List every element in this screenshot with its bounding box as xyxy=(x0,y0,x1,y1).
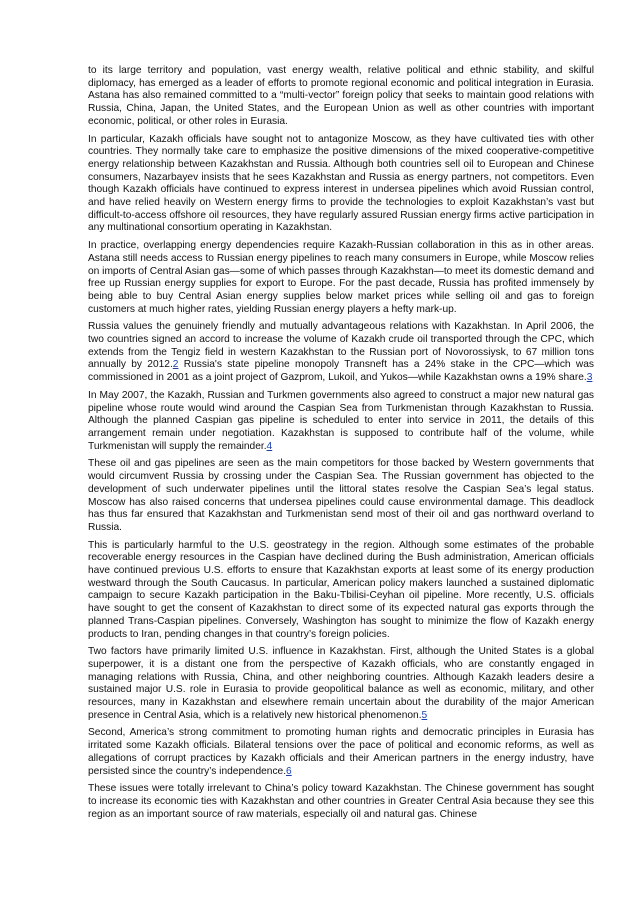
paragraph-text: Second, America’s strong commitment to promoting human rights and democratic principles in Eurasia has irritated some Kazakh officials. Bilateral tensions over the pace of political and economic reforms, as well as allegations of corrupt practices by Kazakh officials and their American partners in the energy industry, have persisted since the country’s independence. xyxy=(88,727,594,777)
footnote-link[interactable]: 4 xyxy=(266,440,273,452)
footnote-link[interactable]: 2 xyxy=(172,359,179,371)
paragraph xyxy=(88,458,594,534)
footnote-link[interactable]: 5 xyxy=(421,709,428,721)
paragraph xyxy=(88,540,594,642)
paragraph-text: These issues were totally irrelevant to China’s policy toward Kazakhstan. The Chinese government has sought to increase its economic ties with Kazakhstan and other countries in Greater Central Asia because they see this region as an important source of raw materials, especially oil and natural gas. Chinese xyxy=(88,783,594,820)
document-body xyxy=(88,65,594,826)
footnote-link[interactable]: 6 xyxy=(286,765,292,777)
paragraph-text: This is particularly harmful to the U.S. geostrategy in the region. Although some estimates of the probable recoverable energy resources in the Caspian have declined during the Bush administration, American officials have continued previous U.S. efforts to ensure that Kazakhstan exports at least some of its energy production westward through the South Caucasus. In particular, American policy makers launched a sustained diplomatic campaign to secure Kazakh participation in the Baku-Tbilisi-Ceyhan oil pipeline. More recently, U.S. officials have sought to get the consent of Kazakhstan to direct some of its expected natural gas exports through the planned Trans-Caspian pipelines. Conversely, Washington has sought to minimize the flow of Kazakh energy products to Iran, pending changes in that country’s foreign policies. xyxy=(88,539,594,640)
paragraph-text: In particular, Kazakh officials have sought not to antagonize Moscow, as they have cultivated ties with other countries. They normally take care to emphasize the positive dimensions of the mixed cooperative-competitive energy relationship between Kazakhstan and Russia. Although both countries sell oil to European and Chinese consumers, Nazarbayev insists that he sees Kazakhstan and Russia as energy partners, not competitors. Even though Kazakh officials have continued to express interest in undersea pipelines which avoid Russian control, and have relied heavily on Western energy firms to provide the technologies to exploit Kazakhstan’s vast but difficult-to-access offshore oil resources, they have regularly assured Russian energy firms active participation in any multinational consortium operating in Kazakhstan. xyxy=(88,133,594,234)
paragraph-text: Russia's state pipeline monopoly Transneft has a 24% stake in the CPC—which was commissioned in 2001 as a joint project of Gazprom, Lukoil, and Yukos—while Kazakhstan owns a 19% share. xyxy=(88,359,594,384)
footnote-link[interactable]: 3 xyxy=(586,372,593,384)
paragraph-text: In practice, overlapping energy dependencies require Kazakh-Russian collaboration in this as in other areas. Astana still needs access to Russian energy pipelines to reach many consumers in Europe, while Moscow relies on imports of Central Asian gas—some of which passes through Kazakhstan—to meet its domestic demand and free up Russian energy supplies for export to Europe. For the past decade, Russia has profited immensely by being able to buy Central Asian energy supplies below market prices while selling oil and gas to foreign customers at much higher rates, yielding Russian energy players a hefty mark-up. xyxy=(88,240,594,315)
paragraph xyxy=(88,321,594,385)
paragraph xyxy=(88,240,594,316)
paragraph xyxy=(88,646,594,722)
paragraph xyxy=(88,65,594,129)
paragraph xyxy=(88,783,594,821)
paragraph-text: Russia values the genuinely friendly and mutually advantageous relations with Kazakhstan. In April 2006, the two countries signed an accord to increase the volume of Kazakh crude oil transported through the CPC, which extends from the Tengiz field in western Kazakhstan to the Russian port of Novorossiysk, to 67 million tons annually by 2012. xyxy=(88,321,594,371)
paragraph xyxy=(88,134,594,236)
paragraph xyxy=(88,727,594,778)
paragraph xyxy=(88,390,594,454)
paragraph-text: Two factors have primarily limited U.S. influence in Kazakhstan. First, although the United States is a global superpower, it is a distant one from the perspective of Kazakh officials, who are constantly engaged in managing relations with Russia, China, and other neighboring countries. Although Kazakh leaders desire a sustained major U.S. role in Eurasia to provide geopolitical balance as well as economic, military, and other resources, many in Kazakhstan and elsewhere remain uncertain about the durability of the major American presence in Central Asia, which is a relatively new historical phenomenon. xyxy=(88,646,594,721)
paragraph-text: These oil and gas pipelines are seen as the main competitors for those backed by Western governments that would circumvent Russia by crossing under the Caspian Sea. The Russian government has objected to the development of such underwater pipelines until the littoral states resolve the Caspian Sea’s legal status. Moscow has also raised concerns that undersea pipelines could cause environmental damage. This deadlock has thus far ensured that Kazakhstan and Turkmenistan send most of their oil and gas northward overland to Russia. xyxy=(88,458,594,533)
paragraph-text: to its large territory and population, vast energy wealth, relative political and ethnic stability, and skilful diplomacy, has emerged as a leader of efforts to promote regional economic and political integration in Eurasia. Astana has also remained committed to a “multi-vector” foreign policy that seeks to maintain good relations with Russia, China, Japan, the United States, and the European Union as well as other countries with important economic, political, or other roles in Eurasia. xyxy=(88,65,594,127)
paragraph-text: In May 2007, the Kazakh, Russian and Turkmen governments also agreed to construct a major new natural gas pipeline whose route would wind around the Caspian Sea from Turkmenistan through Kazakhstan to Russia. Although the planned Caspian gas pipeline is scheduled to enter into service in 2011, the details of this arrangement remain under negotiation. Kazakhstan is supposed to contribute half of the volume, while Turkmenistan will supply the remainder. xyxy=(88,389,594,452)
